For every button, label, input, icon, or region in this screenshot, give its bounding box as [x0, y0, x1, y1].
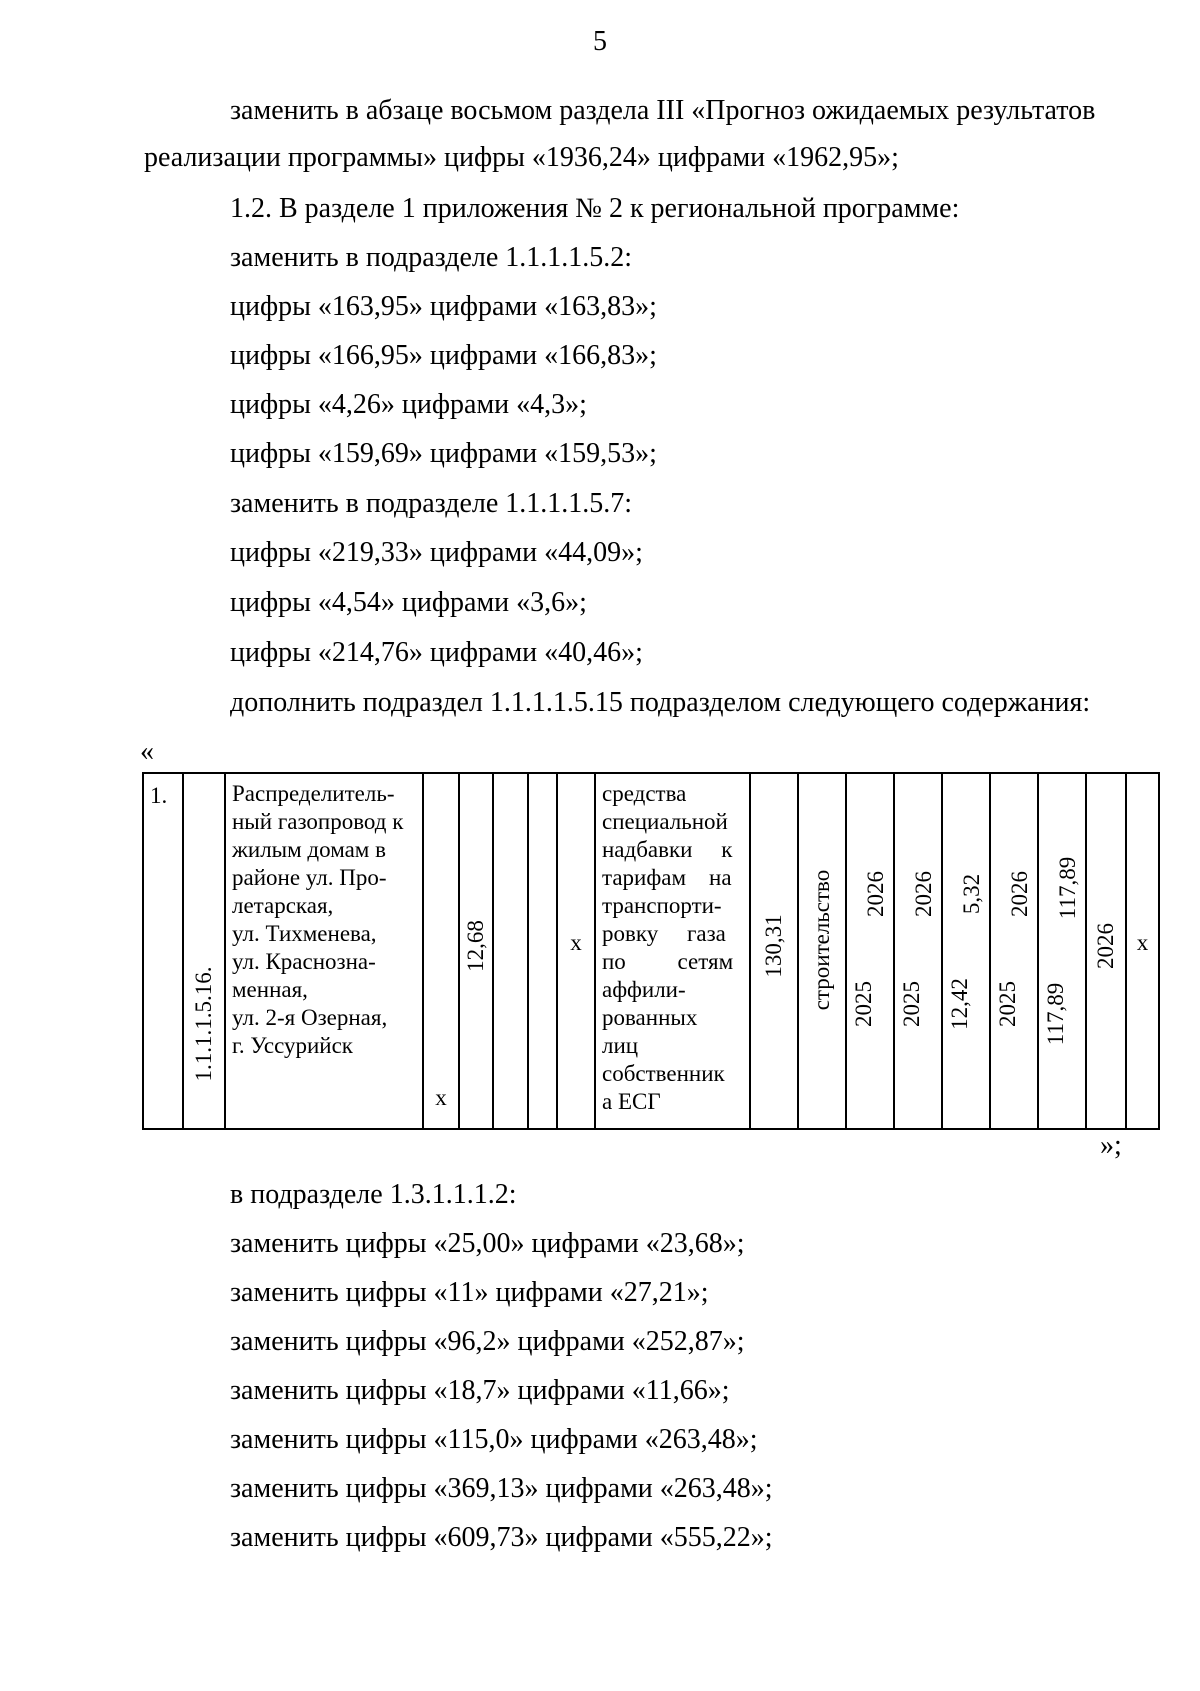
- x-mark-cell: [423, 773, 459, 1129]
- text-line: заменить в подразделе 1.1.1.1.5.2:: [230, 242, 633, 273]
- empty-cell: [528, 773, 557, 1129]
- name-line: ул. Краснозна-: [232, 949, 376, 974]
- source-line: по сетям: [602, 949, 734, 974]
- row-number: 1.: [143, 773, 183, 1129]
- source-line: собственник: [602, 1061, 725, 1086]
- period-cell: [894, 773, 942, 1129]
- period-end: 2026: [862, 871, 888, 917]
- stage-cell: [798, 773, 846, 1129]
- text-line: в подразделе 1.3.1.1.1.2:: [230, 1179, 517, 1210]
- length-value: 12,68: [463, 920, 488, 972]
- text-line: цифры «4,54» цифрами «3,6»;: [230, 587, 587, 618]
- text-line: заменить цифры «25,00» цифрами «23,68»;: [230, 1228, 745, 1259]
- period-start: 2025: [995, 981, 1021, 1027]
- text-line: 1.2. В разделе 1 приложения № 2 к региональной программе:: [230, 193, 960, 224]
- text-line: цифры «166,95» цифрами «166,83»;: [230, 340, 657, 371]
- x-mark: x: [435, 1085, 447, 1110]
- source-line: тарифам на: [602, 865, 732, 890]
- amendment-table: [142, 772, 1160, 1130]
- year-value: 2026: [1093, 923, 1118, 969]
- subsection-code-cell: [183, 773, 225, 1129]
- value-cell: [1038, 773, 1086, 1129]
- opening-quote: «: [140, 736, 154, 767]
- source-line: надбавки к: [602, 837, 733, 862]
- name-line: жилым домам в: [232, 837, 386, 862]
- text-line: цифры «163,95» цифрами «163,83»;: [230, 291, 657, 322]
- text-line: заменить цифры «11» цифрами «27,21»;: [230, 1277, 709, 1308]
- value-top: 117,89: [1054, 856, 1080, 920]
- text-line: заменить цифры «115,0» цифрами «263,48»;: [230, 1424, 758, 1455]
- period-cell: [990, 773, 1038, 1129]
- period-end: 2026: [1006, 871, 1032, 917]
- closing-quote: »;: [1100, 1130, 1122, 1161]
- source-line: аффили-: [602, 977, 686, 1002]
- period-end: 2026: [910, 871, 936, 917]
- name-line: летарская,: [232, 893, 334, 918]
- stage-value: строительство: [809, 869, 834, 1011]
- funding-source-cell: [595, 773, 750, 1129]
- source-line: рованных: [602, 1005, 698, 1030]
- value-bottom: 12,42: [947, 978, 973, 1030]
- value-top: 5,32: [958, 873, 984, 915]
- x-mark: x: [1136, 930, 1149, 955]
- text-line: реализации программы» цифры «1936,24» цифрами «1962,95»;: [144, 142, 899, 173]
- name-line: ул. Тихменева,: [232, 921, 377, 946]
- period-start: 2025: [851, 981, 877, 1027]
- text-line: заменить цифры «609,73» цифрами «555,22»;: [230, 1522, 773, 1553]
- name-line: ный газопровод к: [232, 809, 404, 834]
- name-line: менная,: [232, 977, 308, 1002]
- source-line: ровку газа: [602, 921, 726, 946]
- name-line: районе ул. Про-: [232, 865, 387, 890]
- period-start: 2025: [899, 981, 925, 1027]
- subsection-code: 1.1.1.1.5.16.: [191, 966, 216, 1082]
- source-line: а ЕСГ: [602, 1089, 661, 1114]
- text-line: заменить в подразделе 1.1.1.1.5.7:: [230, 488, 633, 519]
- year-cell: [1086, 773, 1126, 1129]
- text-line: заменить цифры «96,2» цифрами «252,87»;: [230, 1326, 745, 1357]
- name-line: ул. 2-я Озерная,: [232, 1005, 388, 1030]
- cost-cell: [750, 773, 798, 1129]
- text-line: дополнить подраздел 1.1.1.1.5.15 подразделом следующего содержания:: [230, 687, 1091, 718]
- page-number: 5: [593, 26, 607, 57]
- empty-cell: [493, 773, 528, 1129]
- source-line: транспорти-: [602, 893, 722, 918]
- text-line: цифры «214,76» цифрами «40,46»;: [230, 637, 643, 668]
- x-mark-cell: [1126, 773, 1159, 1129]
- object-name-cell: [225, 773, 423, 1129]
- length-cell: [459, 773, 493, 1129]
- text-line: заменить в абзаце восьмом раздела III «Прогноз ожидаемых результатов: [230, 95, 1096, 126]
- text-line: цифры «159,69» цифрами «159,53»;: [230, 438, 657, 469]
- x-mark-cell: [557, 773, 595, 1129]
- text-line: заменить цифры «369,13» цифрами «263,48»;: [230, 1473, 773, 1504]
- period-cell: [846, 773, 894, 1129]
- value-cell: [942, 773, 990, 1129]
- text-line: заменить цифры «18,7» цифрами «11,66»;: [230, 1375, 730, 1406]
- source-line: специальной: [602, 809, 728, 834]
- x-mark: x: [570, 930, 582, 955]
- text-line: цифры «219,33» цифрами «44,09»;: [230, 537, 643, 568]
- name-line: Распределитель-: [232, 781, 395, 806]
- source-line: лиц: [602, 1033, 639, 1058]
- source-line: средства: [602, 781, 687, 806]
- cost-value: 130,31: [761, 914, 786, 978]
- value-bottom: 117,89: [1043, 982, 1069, 1046]
- text-line: цифры «4,26» цифрами «4,3»;: [230, 389, 587, 420]
- name-line: г. Уссурийск: [232, 1033, 353, 1058]
